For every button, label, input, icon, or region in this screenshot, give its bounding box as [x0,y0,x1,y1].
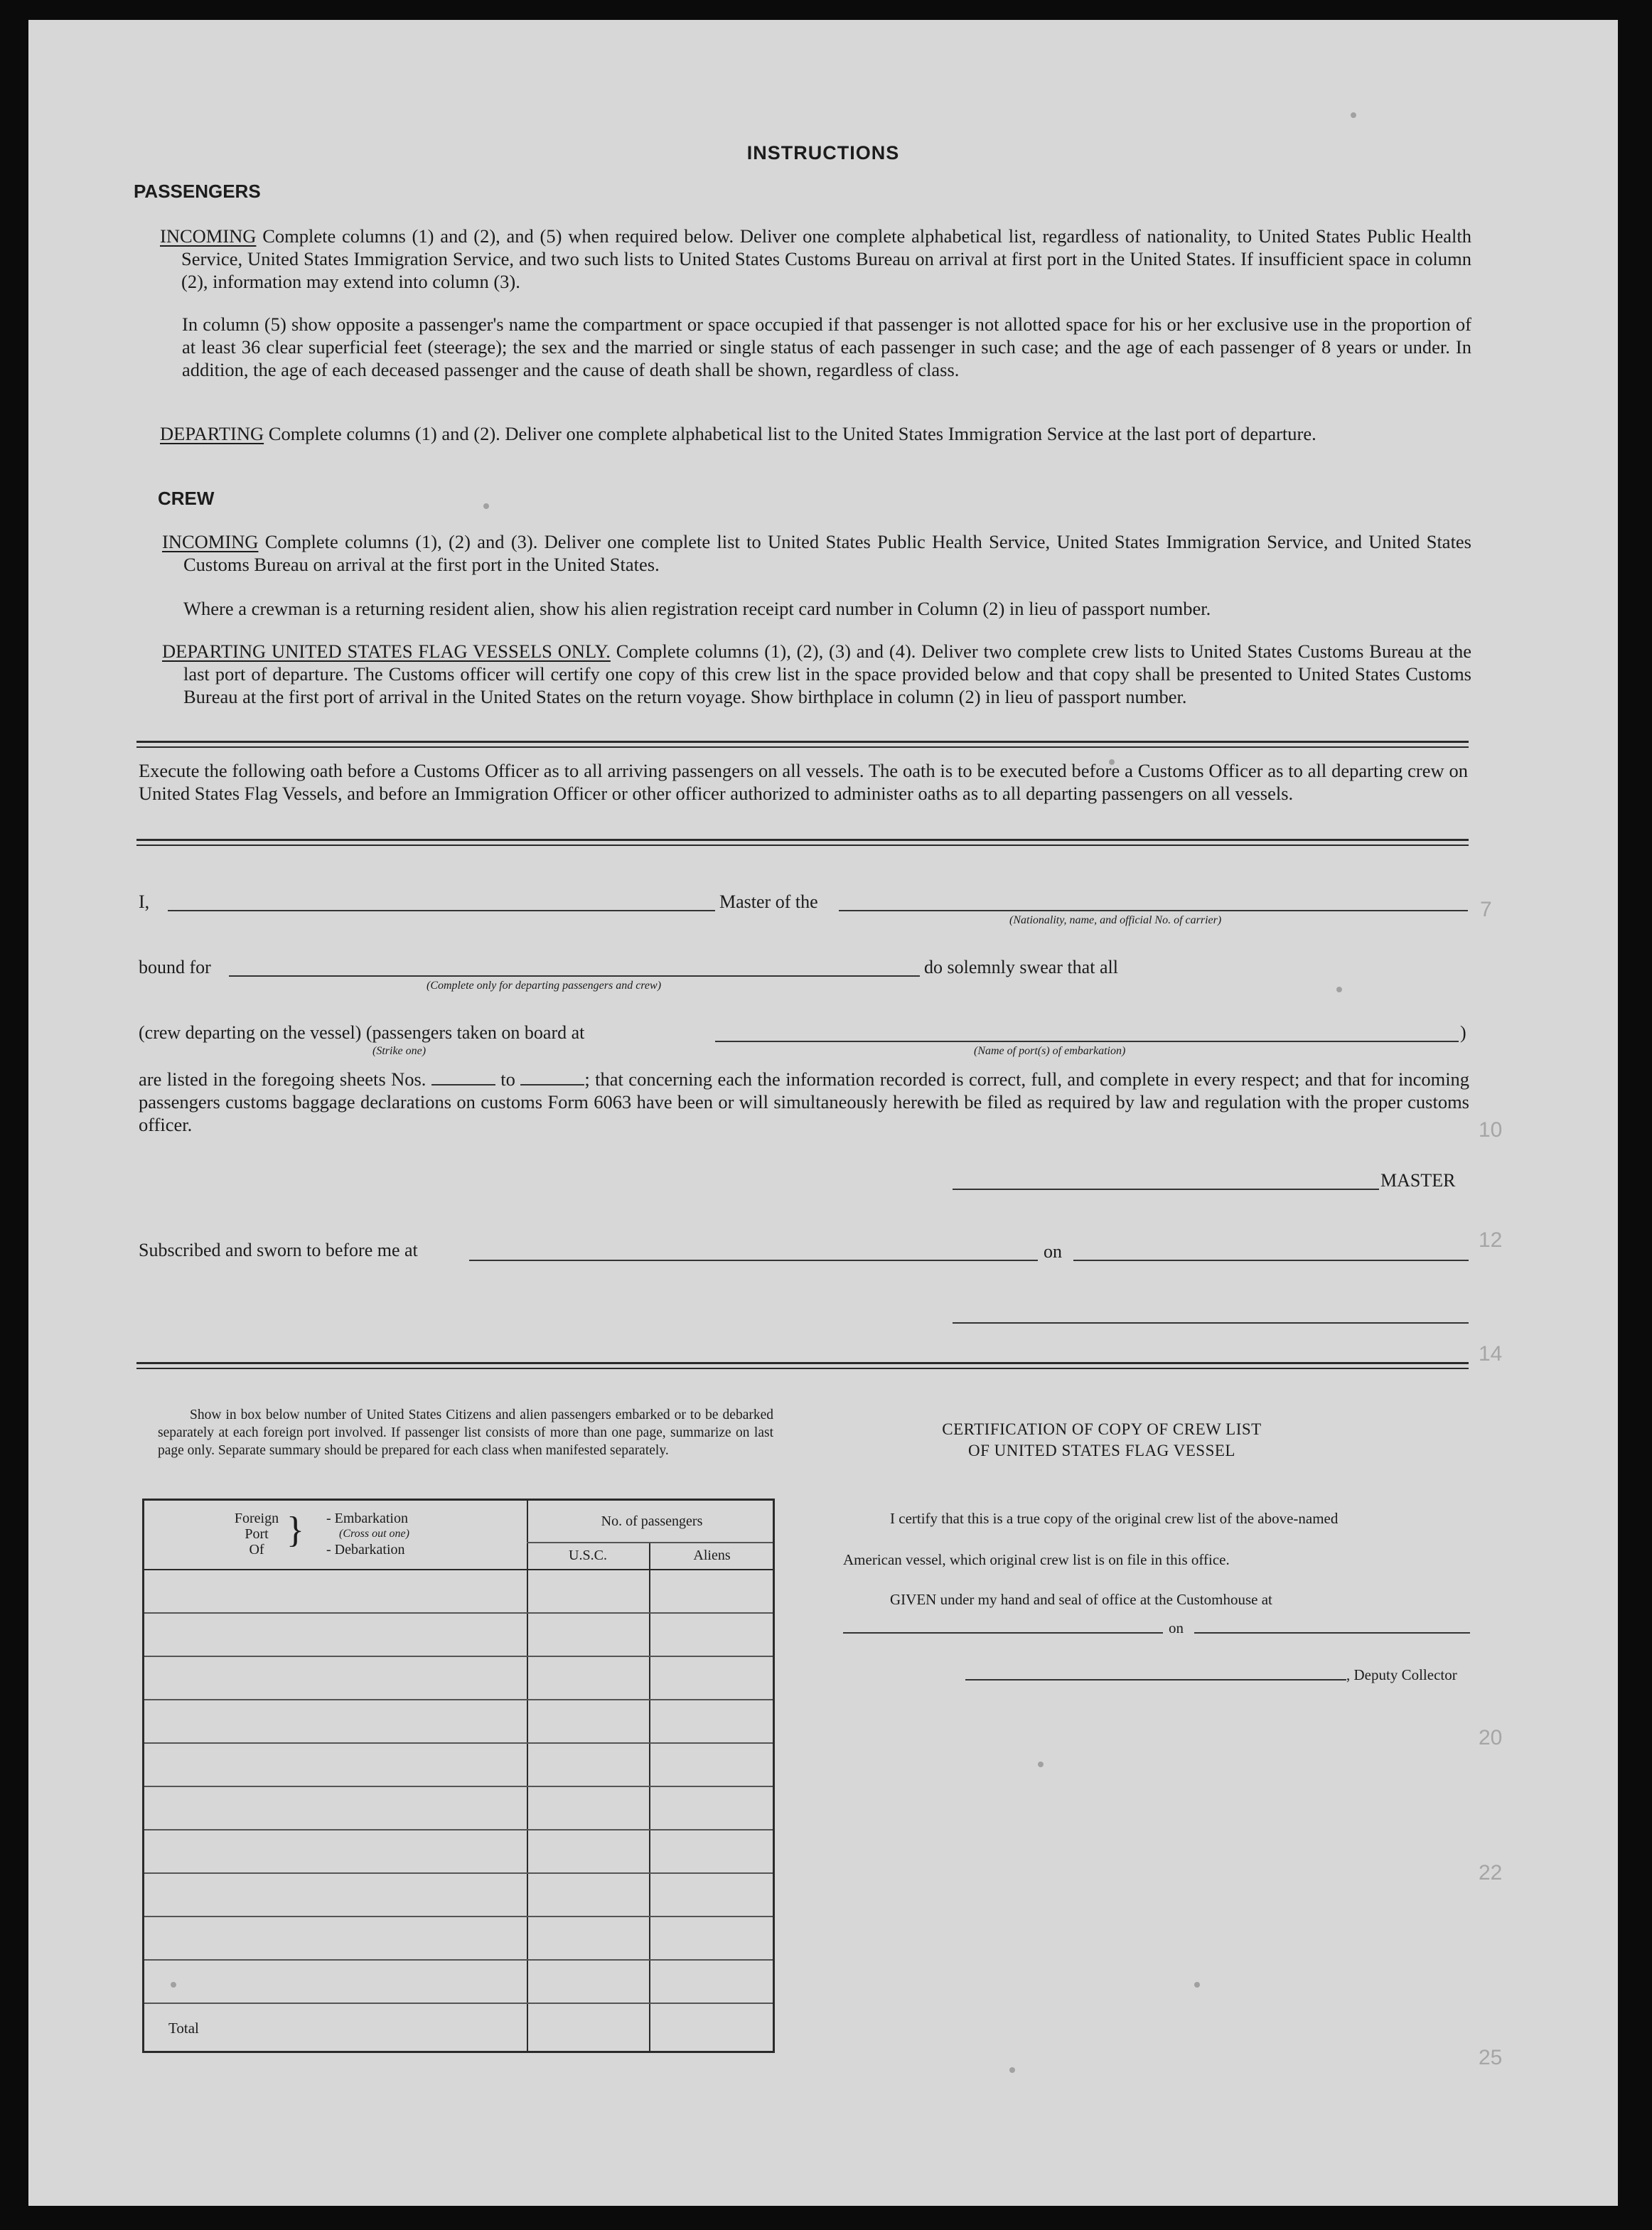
certification-heading [846,1419,1358,1462]
bound-for-field[interactable] [229,975,920,977]
bleed-row-number: 22 [1479,1861,1503,1885]
table-row-line[interactable] [144,1786,773,1787]
table-row-line[interactable] [144,1872,773,1874]
carrier-note: (Nationality, name, and official No. of carrier) [1009,914,1222,926]
strike-one-note: (Strike one) [372,1045,427,1057]
passenger-summary-table [142,1499,775,2053]
certification-heading-line1: CERTIFICATION OF COPY OF CREW LIST [942,1420,1262,1438]
cert-on-label: on [1169,1619,1184,1636]
passengers-column5-paragraph: In column (5) show opposite a passenger's name the compartment or space occupied if that passenger is not allotted space for his or her exclusive use in the proportion of at least 36 clear superficial feet (steerage); the sex and the married or single status of each passenger in such case; and the age of each passenger of 8 years or under. In addition, the age of each deceased passenger and the cause of death shall be shown, regardless of class. [182,313,1471,380]
master-signature-field[interactable] [953,1189,1379,1190]
certification-heading-line2: OF UNITED STATES FLAG VESSEL [968,1442,1235,1459]
bound-for-label: bound for [139,957,211,977]
section-divider [136,839,1469,846]
subscribed-place-field[interactable] [469,1260,1038,1261]
sheet-from-field[interactable] [431,1084,495,1085]
deputy-collector-label: , Deputy Collector [1346,1666,1457,1683]
embark-debark-label [326,1511,409,1558]
certify-line1: I certify that this is a true copy of the original crew list of the above-named [890,1510,1339,1527]
foreign-port-label [228,1511,285,1558]
crew-departing-text: Complete columns (1), (2), (3) and (4). Deliver two complete crew lists to United States Customs Bureau at the last port of departure. The Customs officer will certify one copy of this crew list in the space provided below and that copy shall be presented to United States Customs Bureau at the first port of arrival in the United States on the return voyage. Show birthplace in column (2) in lieu of passport number. [183,640,1471,707]
officer-signature-field[interactable] [953,1322,1469,1324]
speck [1038,1762,1044,1767]
ports-note: (Name of port(s) of embarkation) [974,1045,1126,1057]
bleed-row-number: 14 [1479,1342,1503,1366]
total-label: Total [168,2020,199,2037]
crew-heading: CREW [158,488,215,509]
passengers-departing-paragraph [160,422,1471,445]
master-signature-label: MASTER [1380,1170,1456,1191]
page-title: INSTRUCTIONS [746,142,900,164]
customhouse-field[interactable] [843,1632,1163,1634]
crew-departing-label: DEPARTING UNITED STATES FLAG VESSELS ONLY. [162,640,611,662]
cross-out-note: (Cross out one) [339,1528,409,1540]
of-label: Of [249,1542,264,1558]
embarkation-label: - Embarkation [326,1511,408,1526]
crew-incoming-paragraph [162,530,1471,576]
table-row-line[interactable] [144,1829,773,1830]
listed-to: to [500,1068,515,1090]
table-column-divider [649,1542,650,2051]
cert-date-field[interactable] [1194,1632,1470,1634]
bleed-row-number: 20 [1479,1726,1503,1749]
foreign-label: Foreign [234,1511,279,1526]
passengers-departing-text: Complete columns (1) and (2). Deliver one complete alphabetical list to the United States Immigration Service at the last port of departure. [268,423,1316,444]
swear-label: do solemnly swear that all [924,957,1118,977]
sheet-to-field[interactable] [520,1084,584,1085]
deputy-collector-signature-field[interactable] [965,1679,1346,1680]
speck [483,503,489,509]
port-label: Port [245,1526,269,1542]
oath-intro: Execute the following oath before a Customs Officer as to all arriving passengers on all vessels. The oath is to be executed before a Customs Officer as to all departing crew on United States Flag Vessels, and before an Immigration Officer or other officer authorized to administer oaths as to all departing passengers on all vessels. [139,760,1468,804]
usc-header: U.S.C. [569,1548,607,1563]
table-row-line[interactable] [144,1699,773,1700]
close-paren: ) [1460,1022,1466,1043]
crew-departing-paragraph [162,640,1471,708]
master-of-label: Master of the [719,891,818,912]
brace-icon: } [286,1510,304,1550]
table-header-bottom [144,1569,773,1570]
table-row-line[interactable] [144,2003,773,2004]
oath-i-label: I, [139,891,150,912]
section-divider [136,1362,1469,1369]
document-page [28,20,1618,2206]
summary-note: Show in box below number of United States Citizens and alien passengers embarked or to be debarked separately at each foreign port involved. If passenger list consists of more than one page, summarize on last page only. Separate summary should be prepared for each class when manifested separately. [158,1408,773,1458]
master-name-field[interactable] [168,910,715,911]
listed-text-b: ; that concerning each the information recorded is correct, full, and complete in every respect; and that for incoming passengers customs baggage declarations on customs Form 6063 have been or will simultaneously herewith be filed as required by law and regulation with the proper customs officer. [139,1068,1470,1135]
subscribed-label: Subscribed and sworn to before me at [139,1240,418,1260]
passengers-departing-label: DEPARTING [160,423,264,444]
table-header-divider [527,1542,773,1543]
table-column-divider [527,1501,528,2051]
debarkation-label: - Debarkation [326,1542,405,1558]
table-row-line[interactable] [144,1612,773,1614]
speck [1194,1982,1200,1988]
embarkation-ports-field[interactable] [715,1041,1459,1042]
bleed-row-number: 7 [1480,898,1492,921]
given-line: GIVEN under my hand and seal of office at the Customhouse at [890,1591,1272,1608]
table-row-line[interactable] [144,1916,773,1917]
certify-line2: American vessel, which original crew list is on file in this office. [843,1551,1230,1568]
crew-departing-label-line: (crew departing on the vessel) (passengers taken on board at [139,1022,585,1043]
speck [1009,2067,1015,2073]
passengers-incoming-text: Complete columns (1) and (2), and (5) when required below. Deliver one complete alphabetical list, regardless of nationality, to United States Public Health Service, United States Immigration Service, and two such lists to United States Customs Bureau on arrival at first port in the United States. If insufficient space in column (2), information may extend into column (3). [181,225,1471,292]
passengers-incoming-label: INCOMING [160,225,257,247]
listed-text-a: are listed in the foregoing sheets Nos. [139,1068,427,1090]
aliens-header: Aliens [693,1548,731,1563]
passengers-heading: PASSENGERS [134,181,261,202]
crew-incoming-label: INCOMING [162,531,259,552]
section-divider [136,741,1469,748]
bleed-row-number: 25 [1479,2046,1503,2069]
table-row-line[interactable] [144,1959,773,1961]
passengers-incoming-paragraph [160,225,1471,293]
bleed-row-number: 10 [1479,1118,1503,1142]
crew-resident-paragraph: Where a crewman is a returning resident alien, show his alien registration receipt card number in Column (2) in lieu of passport number. [183,598,1211,619]
carrier-field[interactable] [839,910,1468,911]
crew-incoming-text: Complete columns (1), (2) and (3). Deliver one complete list to United States Public Health Service, United States Immigration Service, and United States Customs Bureau on arrival at the first port in the United States. [183,531,1471,575]
bleed-row-number: 12 [1479,1228,1503,1252]
bound-for-note: (Complete only for departing passengers and crew) [427,980,662,992]
no-passengers-header: No. of passengers [601,1513,703,1529]
speck [1336,987,1342,992]
listed-paragraph [139,1068,1469,1136]
speck [1351,112,1356,118]
subscribed-date-field[interactable] [1073,1260,1469,1261]
subscribed-on-label: on [1044,1241,1062,1262]
table-row-line[interactable] [144,1656,773,1657]
table-row-line[interactable] [144,1742,773,1744]
